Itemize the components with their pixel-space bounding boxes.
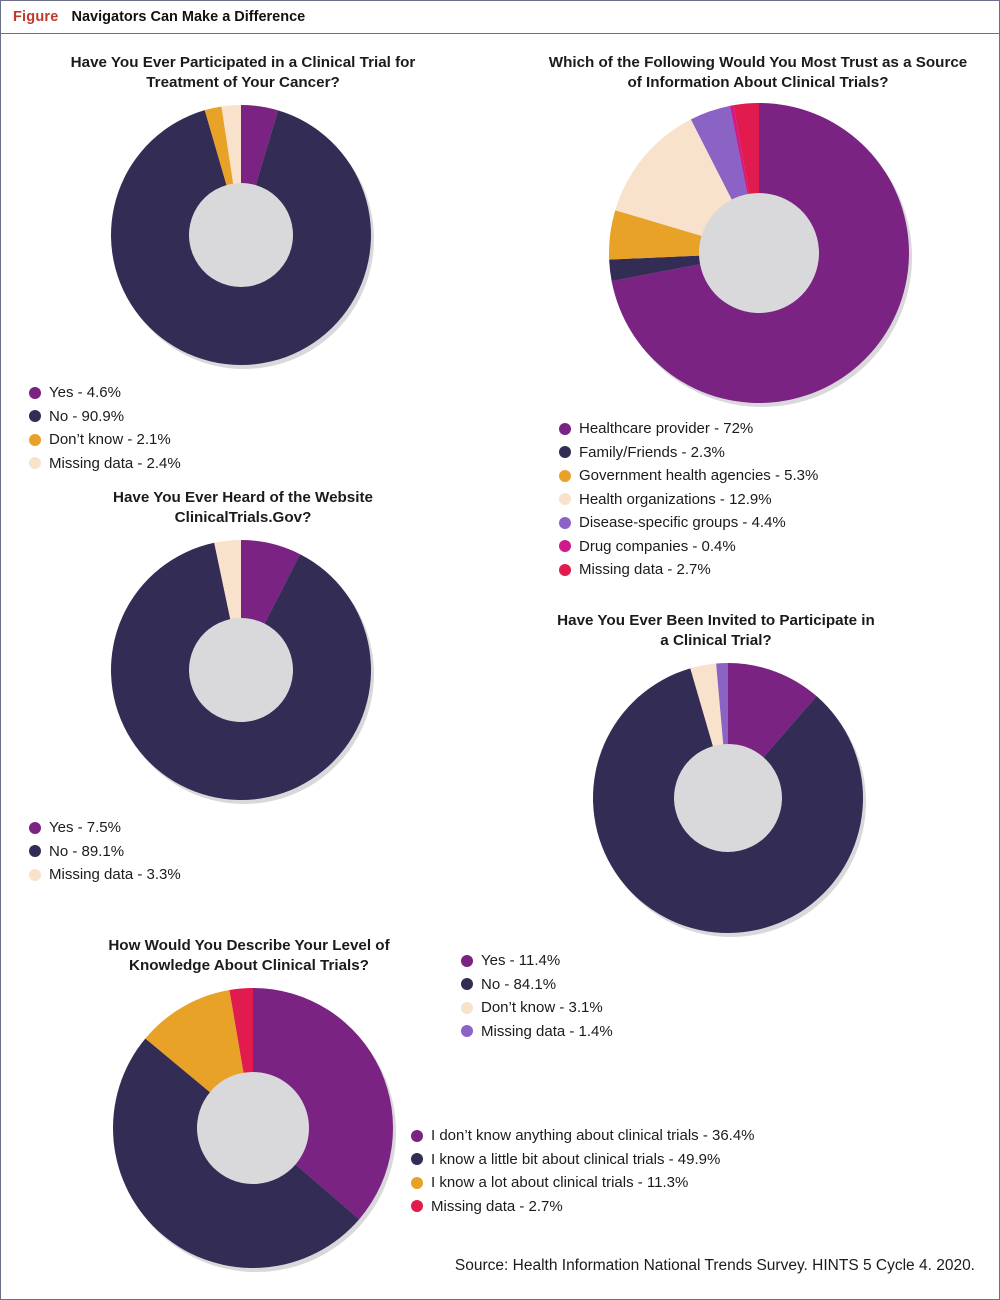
donut-svg-trust-source	[609, 103, 909, 403]
legend-swatch	[29, 869, 41, 881]
donut-participated	[111, 105, 463, 365]
legend-swatch	[29, 822, 41, 834]
legend-swatch	[559, 564, 571, 576]
chart-knowledge-level	[61, 936, 961, 1268]
legend-label: Don’t know - 3.1%	[481, 999, 603, 1016]
legend-item	[411, 1195, 755, 1219]
legend-swatch	[29, 457, 41, 469]
legend-heard-website	[29, 816, 463, 887]
legend-label: Disease-specific groups - 4.4%	[579, 514, 786, 531]
donut-svg-invited	[593, 663, 863, 933]
legend-label: Missing data - 1.4%	[481, 1022, 613, 1040]
legend-item	[29, 428, 463, 452]
legend-item	[411, 1148, 755, 1172]
legend-label: Government health agencies - 5.3%	[579, 467, 819, 484]
legend-knowledge-level	[411, 1124, 755, 1218]
legend-participated	[29, 381, 463, 475]
legend-swatch	[559, 540, 571, 552]
legend-label: Health organizations - 12.9%	[579, 490, 772, 508]
chart-title-heard-website: Have You Ever Heard of the Website ClinicalTrials.Gov?	[113, 489, 373, 526]
legend-label: I know a lot about clinical trials - 11.3%	[431, 1174, 689, 1191]
donut-heard-website	[111, 540, 463, 800]
legend-item	[29, 381, 463, 405]
legend-swatch	[29, 387, 41, 399]
legend-label: Yes - 11.4%	[481, 952, 561, 969]
donut-svg-participated	[111, 105, 371, 365]
legend-swatch	[29, 434, 41, 446]
figure-label: Figure	[13, 9, 59, 25]
legend-item	[29, 452, 463, 476]
legend-label: Yes - 4.6%	[49, 384, 121, 401]
legend-item	[559, 535, 991, 559]
legend-swatch	[559, 470, 571, 482]
legend-item	[559, 441, 991, 465]
legend-label: Missing data - 3.3%	[49, 866, 181, 883]
source-note: Source: Health Information National Trends Survey. HINTS 5 Cycle 4. 2020.	[454, 1257, 975, 1274]
legend-label: No - 84.1%	[481, 975, 557, 993]
legend-swatch	[559, 446, 571, 458]
legend-item	[29, 405, 463, 429]
chart-title-participated: Have You Ever Participated in a Clinical Trial for Treatment of Your Cancer?	[70, 54, 416, 91]
chart-title-invited: Have You Ever Been Invited to Participate in a Clinical Trial?	[557, 612, 875, 649]
donut-svg-knowledge-level	[113, 988, 393, 1268]
legend-item	[29, 840, 463, 864]
legend-item	[559, 558, 991, 582]
legend-item	[411, 1171, 755, 1195]
legend-swatch	[411, 1177, 423, 1189]
donut-trust-source	[609, 103, 991, 403]
legend-swatch	[29, 410, 41, 422]
legend-label: No - 89.1%	[49, 842, 125, 860]
legend-label: Missing data - 2.7%	[431, 1197, 563, 1215]
legend-item	[411, 1124, 755, 1148]
legend-swatch	[411, 1130, 423, 1142]
legend-label: Family/Friends - 2.3%	[579, 443, 725, 461]
legend-label: Yes - 7.5%	[49, 819, 121, 836]
legend-item	[559, 417, 991, 441]
legend-swatch	[411, 1200, 423, 1212]
chart-heard-website	[23, 488, 463, 887]
legend-swatch	[411, 1153, 423, 1165]
legend-label: No - 90.9%	[49, 407, 125, 425]
chart-trust-source	[531, 53, 991, 582]
chart-title-knowledge-level: How Would You Describe Your Level of Knowledge About Clinical Trials?	[108, 937, 390, 974]
legend-item	[559, 464, 991, 488]
chart-title-trust-source: Which of the Following Would You Most Trust as a Source of Information About Clinical Trials?	[548, 54, 968, 91]
figure-title: Navigators Can Make a Difference	[71, 9, 306, 25]
legend-item	[29, 863, 463, 887]
legend-swatch	[29, 845, 41, 857]
legend-item	[559, 511, 991, 535]
legend-label: I don’t know anything about clinical trials - 36.4%	[431, 1127, 755, 1144]
figure-header	[1, 1, 999, 34]
legend-trust-source	[559, 417, 991, 582]
legend-swatch	[559, 423, 571, 435]
legend-label: Missing data - 2.4%	[49, 454, 181, 472]
chart-participated	[23, 53, 463, 475]
legend-item	[29, 816, 463, 840]
legend-swatch	[559, 517, 571, 529]
legend-label: Missing data - 2.7%	[579, 561, 711, 578]
donut-svg-heard-website	[111, 540, 371, 800]
legend-label: Healthcare provider - 72%	[579, 420, 754, 437]
legend-swatch	[559, 493, 571, 505]
legend-label: I know a little bit about clinical trials - 49.9%	[431, 1150, 721, 1168]
donut-invited	[593, 663, 911, 933]
legend-label: Don’t know - 2.1%	[49, 431, 171, 448]
legend-item	[559, 488, 991, 512]
legend-label: Drug companies - 0.4%	[579, 537, 736, 555]
